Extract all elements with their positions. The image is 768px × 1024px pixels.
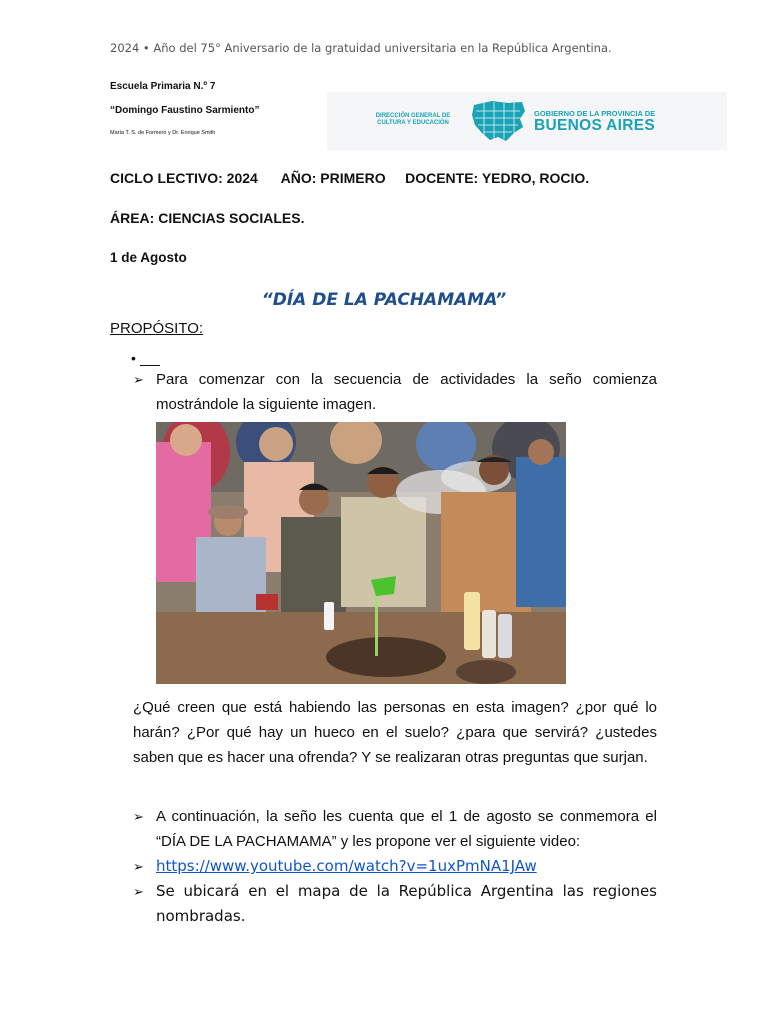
government-title: GOBIERNO DE LA PROVINCIA DE (534, 109, 656, 118)
government-logo (327, 92, 727, 150)
dgce-logo-text (365, 113, 461, 127)
pachamama-ceremony-photo (156, 422, 566, 684)
province-map-icon (470, 99, 528, 143)
video-link-item (156, 854, 657, 879)
school-year: CICLO LECTIVO: 2024 (110, 170, 258, 186)
arrow-bullet-icon: ➢ (133, 884, 144, 899)
year-header-note: 2024 • Año del 75° Aniversario de la gratuidad universitaria en la República Argentina. (110, 41, 612, 55)
intro-text: Para comenzar con la secuencia de actividades la seño comienza mostrándole la siguiente imagen. (156, 371, 657, 413)
discussion-questions: ¿Qué creen que está habiendo las personas en esta imagen? ¿por qué lo harán? ¿Por qué hay un hueco en el suelo? ¿para que servirá? ¿ustedes saben que es hacer una ofrenda? Y se realizaran otras preguntas que surjan. (133, 699, 657, 766)
page-title: “DÍA DE LA PACHAMAMA” (261, 290, 507, 310)
continuation-text: A continuación, la seño les cuenta que el 1 de agosto se conmemora el “DÍA DE LA PACHAMAMA” y les propone ver el siguiente video: (156, 808, 657, 850)
arrow-bullet-icon: ➢ (133, 809, 144, 824)
map-task-text: Se ubicará en el mapa de la República Argentina las regiones nombradas. (156, 882, 657, 925)
video-link[interactable]: https://www.youtube.com/watch?v=1uxPmNA1JAw (156, 857, 537, 875)
grade: AÑO: PRIMERO (280, 170, 386, 186)
arrow-bullet-icon: ➢ (133, 859, 144, 874)
school-patron: “Domingo Faustino Sarmiento” (110, 105, 260, 116)
subject-area: ÁREA: CIENCIAS SOCIALES. (110, 210, 305, 226)
empty-bullet: • (131, 350, 136, 366)
dgce-line-1: DIRECCIÓN GENERAL DE (375, 113, 451, 119)
purpose-label: PROPÓSITO: (110, 320, 204, 337)
school-teachers: María T. S. de Formero y Dr. Enrique Smith (110, 130, 216, 136)
arrow-bullet-icon: ➢ (133, 372, 144, 387)
province-name: BUENOS AIRES (534, 117, 656, 134)
empty-bullet-underline (140, 365, 160, 366)
teacher: DOCENTE: YEDRO, ROCIO. (405, 170, 590, 186)
school-name: Escuela Primaria N.º 7 (110, 81, 216, 92)
course-info-line (110, 170, 589, 186)
dgce-line-2: CULTURA Y EDUCACIÓN (377, 120, 449, 126)
lesson-date: 1 de Agosto (110, 250, 187, 265)
